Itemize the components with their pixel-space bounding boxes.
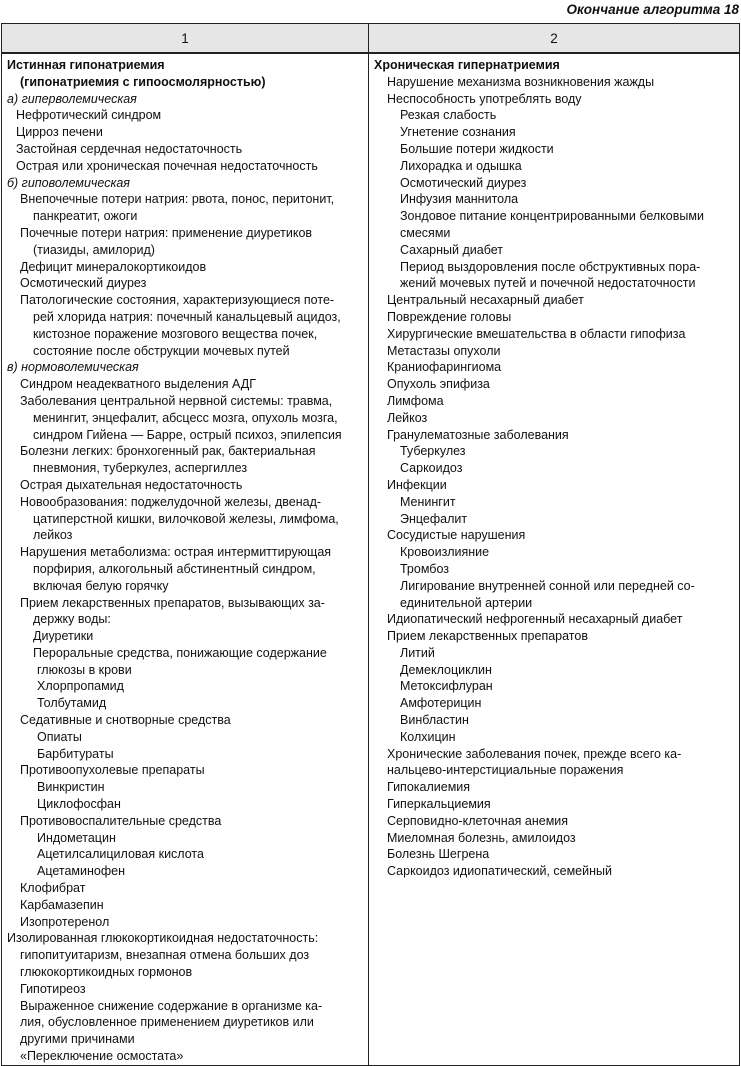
list-item: Новообразования: поджелудочной железы, двенад- (20, 494, 322, 509)
list-item: Индометацин (37, 830, 116, 845)
list-item: менингит, энцефалит, абсцесс мозга, опухоль мозга, (33, 410, 338, 425)
list-item: Прием лекарственных препаратов (387, 629, 588, 644)
list-item: Прием лекарственных препаратов, вызывающих за- (20, 595, 325, 610)
list-item: Хлорпропамид (37, 679, 124, 694)
list-item: Патологические состояния, характеризующиеся поте- (20, 293, 335, 308)
hyponatremia-list (7, 57, 364, 1065)
list-item: Истинная гипонатриемия (7, 58, 165, 72)
list-item: Клофибрат (20, 881, 86, 896)
list-item: держку воды: (33, 612, 111, 627)
list-item: Пероральные средства, понижающие содержание (33, 645, 327, 660)
list-item: Дефицит минералокортикоидов (20, 259, 207, 274)
list-item: Острая дыхательная недостаточность (20, 477, 243, 492)
list-item: Внепочечные потери натрия: рвота, понос, перитонит, (20, 192, 335, 207)
list-item: гипопитуитаризм, внезапная отмена больших доз (20, 948, 310, 963)
list-item: Ацетаминофен (37, 864, 126, 879)
list-item: Менингит (400, 494, 456, 509)
list-item: глюкокортикоидных гормонов (20, 965, 193, 980)
list-item: Хроническая гипернатриемия (374, 58, 560, 72)
list-item: Опухоль эпифиза (387, 377, 490, 392)
list-item: Туберкулез (400, 444, 466, 459)
list-item: Метастазы опухоли (387, 343, 501, 358)
list-item: Сосудистые нарушения (387, 528, 526, 543)
list-item: Лигирование внутренней сонной или передней со- (400, 578, 695, 593)
list-item: Тромбоз (400, 561, 449, 576)
list-item: Гипокалиемия (387, 780, 471, 795)
list-item: Толбутамид (37, 696, 107, 711)
list-item: Карбамазепин (20, 897, 104, 912)
list-item: «Переключение осмостата» (20, 1049, 184, 1064)
list-item: Резкая слабость (400, 108, 497, 123)
list-item: лия, обусловленное применением диуретиков или (20, 1015, 314, 1030)
list-item: состояние после обструкции мочевых путей (33, 343, 290, 358)
list-item: Серповидно-клеточная анемия (387, 813, 569, 828)
list-item: Почечные потери натрия: применение диуретиков (20, 225, 313, 240)
list-item: (гипонатриемия с гипоосмолярностью) (20, 74, 266, 89)
list-item: б) гиповолемическая (7, 175, 130, 190)
list-item: Осмотический диурез (400, 175, 527, 190)
list-item: другими причинами (20, 1032, 135, 1047)
content-row (2, 53, 740, 1065)
list-item: в) нормоволемическая (7, 360, 139, 375)
list-item: Инфекции (387, 477, 447, 492)
list-item: Кровоизлияние (400, 545, 490, 560)
list-item: Инфузия маннитола (400, 192, 519, 207)
list-item: жений мочевых путей и почечной недостаточности (400, 276, 696, 291)
list-item: Хирургические вмешательства в области гипофиза (387, 326, 686, 341)
list-item: Зондовое питание концентрированными белковыми (400, 209, 704, 224)
list-item: Осмотический диурез (20, 276, 147, 291)
list-item: Нарушения метаболизма: острая интермиттирующая (20, 545, 332, 560)
list-item: Изолированная глюкокортикоидная недостаточность: (7, 931, 319, 946)
list-item: Энцефалит (400, 511, 468, 526)
list-item: глюкозы в крови (37, 662, 132, 677)
list-item: Гранулематозные заболевания (387, 427, 569, 442)
list-item: (тиазиды, амилорид) (33, 242, 155, 257)
list-item: Болезнь Шегрена (387, 847, 490, 862)
hypernatremia-cell (369, 53, 740, 1065)
list-item: рей хлорида натрия: почечный канальцевый ацидоз, (33, 309, 341, 324)
list-item: Застойная сердечная недостаточность (16, 141, 243, 156)
list-item: Краниофарингиома (387, 360, 502, 375)
list-item: Нефротический синдром (16, 108, 162, 123)
list-item: Лейкоз (387, 410, 428, 425)
list-item: Демеклоциклин (400, 662, 492, 677)
list-item: Хронические заболевания почек, прежде всего ка- (387, 746, 682, 761)
list-item: Центральный несахарный диабет (387, 293, 584, 308)
list-item: Циклофосфан (37, 797, 121, 812)
list-item: Колхицин (400, 729, 456, 744)
list-item: Винбластин (400, 713, 469, 728)
list-item: Саркоидоз идиопатический, семейный (387, 864, 612, 879)
list-item: Острая или хроническая почечная недостаточность (16, 158, 318, 173)
list-item: Идиопатический нефрогенный несахарный диабет (387, 612, 683, 627)
list-item: Лимфома (387, 393, 444, 408)
list-item: синдром Гийена — Барре, острый психоз, эпилепсия (33, 427, 342, 442)
list-item: Сахарный диабет (400, 242, 503, 257)
algorithm-table (1, 23, 740, 1066)
list-item: цатиперстной кишки, вилочковой железы, лимфома, (33, 511, 339, 526)
list-item: Изопротеренол (20, 914, 110, 929)
list-item: Болезни легких: бронхогенный рак, бактериальная (20, 444, 316, 459)
list-item: Большие потери жидкости (400, 141, 554, 156)
list-item: Синдром неадекватного выделения АДГ (20, 377, 256, 392)
list-item: единительной артерии (400, 595, 533, 610)
list-item: Миеломная болезнь, амилоидоз (387, 830, 576, 845)
list-item: включая белую горячку (33, 578, 169, 593)
list-item: Нарушение механизма возникновения жажды (387, 74, 655, 89)
list-item: Диуретики (33, 629, 94, 644)
list-item: Цирроз печени (16, 125, 103, 140)
list-item: смесями (400, 225, 451, 240)
list-item: а) гиперволемическая (7, 91, 137, 106)
hypernatremia-list (374, 57, 735, 880)
list-item: Опиаты (37, 729, 82, 744)
list-item: Гипотиреоз (20, 981, 86, 996)
list-item: кистозное поражение мозгового вещества почек, (33, 326, 318, 341)
list-item: Неспособность употреблять воду (387, 91, 582, 106)
list-item: лейкоз (33, 528, 73, 543)
list-item: Лихорадка и одышка (400, 158, 522, 173)
list-item: Литий (400, 645, 435, 660)
list-item: Выраженное снижение содержание в организме ка- (20, 998, 323, 1013)
list-item: Угнетение сознания (400, 125, 516, 140)
list-item: Противовоспалительные средства (20, 813, 222, 828)
list-item: Винкристин (37, 780, 105, 795)
list-item: Амфотерицин (400, 696, 482, 711)
list-item: пневмония, туберкулез, аспергиллез (33, 461, 248, 476)
list-item: Противоопухолевые препараты (20, 763, 205, 778)
list-item: Саркоидоз (400, 461, 463, 476)
hyponatremia-cell (2, 53, 369, 1065)
list-item: панкреатит, ожоги (33, 209, 138, 224)
column-header-2: 2 (369, 24, 740, 54)
list-item: Метоксифлуран (400, 679, 493, 694)
list-item: Барбитураты (37, 746, 114, 761)
list-item: Повреждение головы (387, 309, 512, 324)
list-item: нальцево-интерстициальные поражения (387, 763, 624, 778)
list-item: Седативные и снотворные средства (20, 713, 231, 728)
table-caption: Окончание алгоритма 18 (566, 2, 739, 17)
list-item: порфирия, алкогольный абстинентный синдром, (33, 561, 316, 576)
header-row (2, 24, 740, 54)
list-item: Ацетилсалициловая кислота (37, 847, 204, 862)
list-item: Заболевания центральной нервной системы: травма, (20, 393, 333, 408)
list-item: Гиперкальциемия (387, 797, 491, 812)
column-header-1: 1 (2, 24, 369, 54)
list-item: Период выздоровления после обструктивных пора- (400, 259, 701, 274)
